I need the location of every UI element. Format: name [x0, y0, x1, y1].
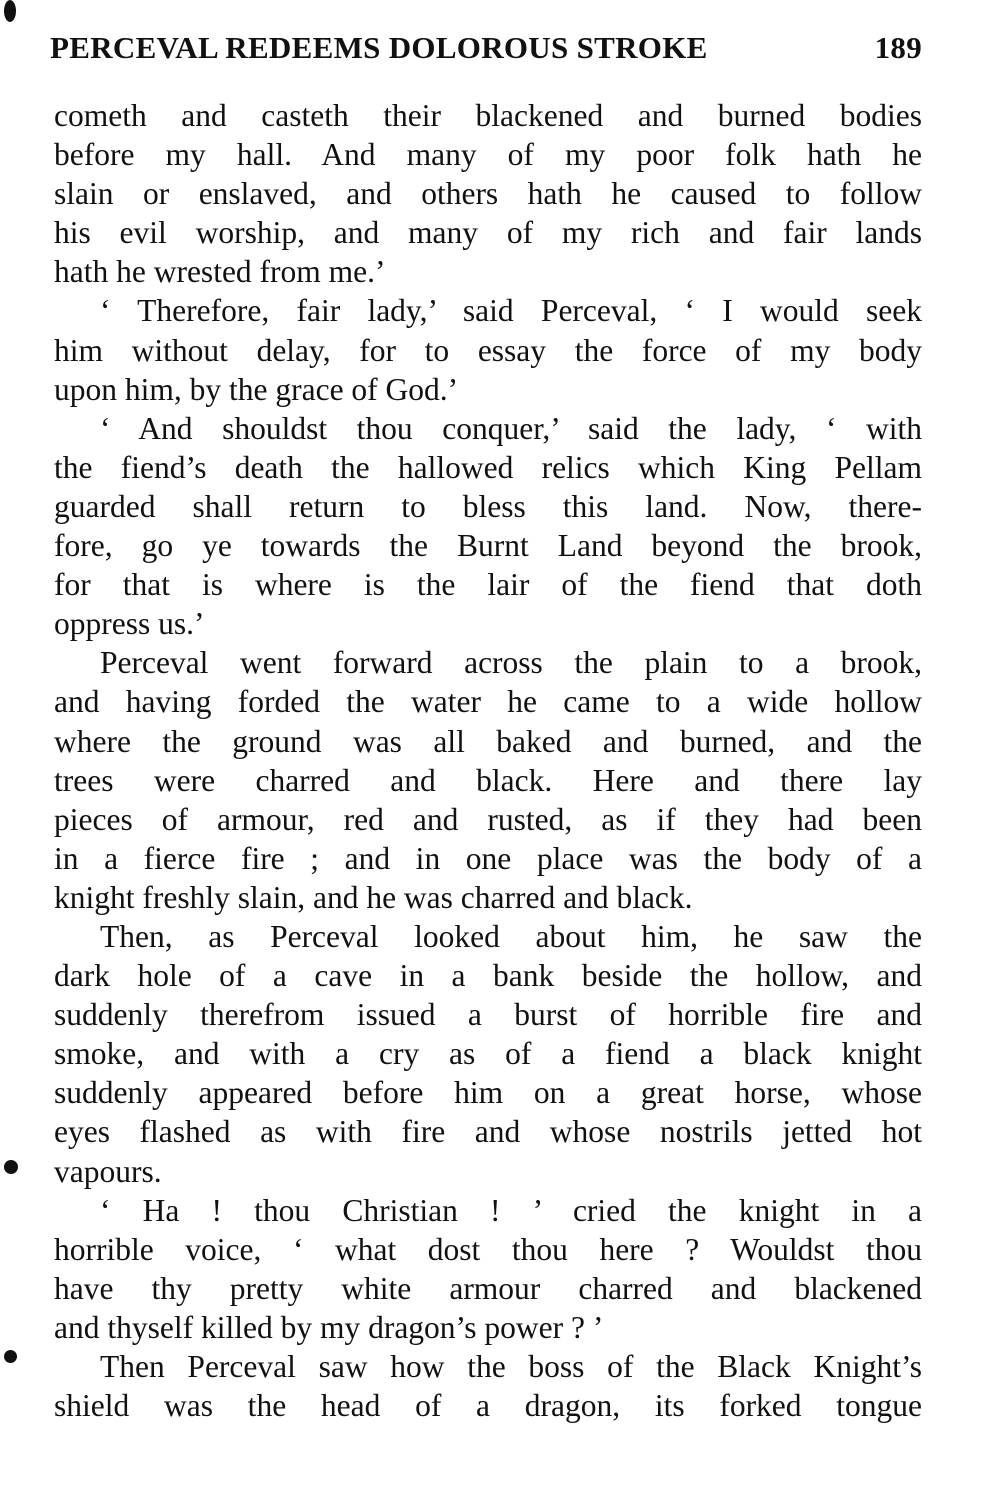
text-line: and having forded the water he came to a wide hollow: [54, 684, 922, 720]
text-line: suddenly appeared before him on a great horse, whose: [54, 1075, 922, 1111]
text-line: his evil worship, and many of my rich and fair lands: [54, 215, 922, 251]
body-text: [54, 96, 922, 1425]
text-line: slain or enslaved, and others hath he caused to follow: [54, 176, 922, 212]
text-line: where the ground was all baked and burned, and the: [54, 723, 922, 759]
text-line: Perceval went forward across the plain to a brook,: [100, 645, 922, 681]
running-title: PERCEVAL REDEEMS DOLOROUS STROKE: [50, 30, 708, 65]
text-line: ‘ Ha ! thou Christian ! ’ cried the knight in a: [100, 1192, 922, 1228]
text-line: the fiend’s death the hallowed relics which King Pellam: [54, 449, 922, 485]
text-line: for that is where is the lair of the fiend that doth: [54, 567, 922, 603]
ink-blot-left-middle: [4, 1160, 18, 1174]
text-line: ‘ And shouldst thou conquer,’ said the lady, ‘ with: [100, 410, 922, 446]
text-line: horrible voice, ‘ what dost thou here ? Wouldst thou: [54, 1231, 922, 1267]
text-line: trees were charred and black. Here and there lay: [54, 762, 922, 798]
text-line: vapours.: [54, 1153, 162, 1189]
text-line: smoke, and with a cry as of a fiend a black knight: [54, 1036, 922, 1072]
text-line: oppress us.’: [54, 606, 205, 642]
text-line: hath he wrested from me.’: [54, 254, 386, 290]
ink-blot-top: [4, 0, 16, 22]
text-line: Then, as Perceval looked about him, he saw the: [100, 918, 922, 954]
text-line: him without delay, for to essay the force of my body: [54, 332, 922, 368]
text-line: pieces of armour, red and rusted, as if they had been: [54, 801, 922, 837]
text-line: in a fierce fire ; and in one place was the body of a: [54, 840, 922, 876]
running-header: [50, 30, 922, 80]
text-line: suddenly therefrom issued a burst of horrible fire and: [54, 997, 922, 1033]
text-line: dark hole of a cave in a bank beside the hollow, and: [54, 958, 922, 994]
text-line: knight freshly slain, and he was charred and black.: [54, 879, 693, 915]
text-line: cometh and casteth their blackened and burned bodies: [54, 98, 922, 133]
text-line: fore, go ye towards the Burnt Land beyond the brook,: [54, 528, 922, 564]
text-line: ‘ Therefore, fair lady,’ said Perceval, ‘ I would seek: [100, 293, 922, 329]
text-line: Then Perceval saw how the boss of the Black Knight’s: [100, 1349, 922, 1384]
ink-blot-left-lower: [4, 1350, 17, 1363]
text-line: guarded shall return to bless this land. Now, there-: [54, 488, 922, 524]
text-line: upon him, by the grace of God.’: [54, 371, 459, 407]
text-line: and thyself killed by my dragon’s power ? ’: [54, 1309, 604, 1345]
text-line: eyes flashed as with fire and whose nostrils jetted hot: [54, 1114, 922, 1150]
page-number: 189: [874, 30, 922, 65]
text-line: before my hall. And many of my poor folk hath he: [54, 137, 922, 173]
text-line: have thy pretty white armour charred and blackened: [54, 1270, 922, 1306]
text-line: shield was the head of a dragon, its forked tongue: [54, 1388, 922, 1424]
